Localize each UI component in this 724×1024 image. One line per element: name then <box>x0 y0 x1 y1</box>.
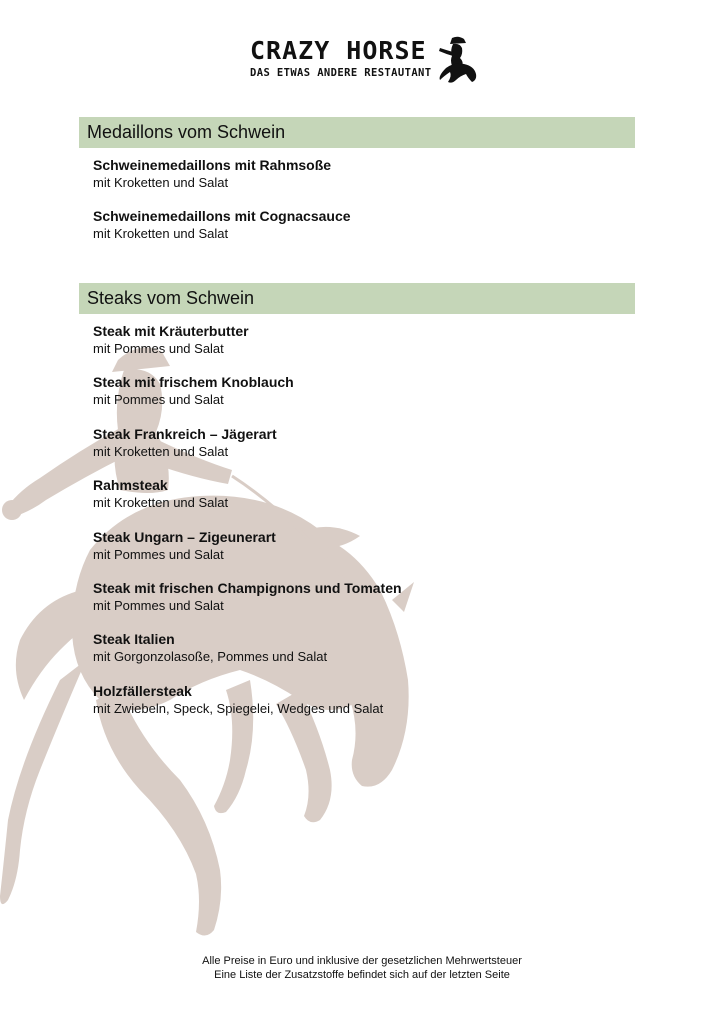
menu-item <box>93 374 635 408</box>
menu-item-name: Steak Ungarn – Zigeunerart <box>93 528 276 545</box>
menu-item-description: mit Pommes und Salat <box>93 341 224 356</box>
menu-item-description: mit Kroketten und Salat <box>93 226 229 242</box>
menu-item-description: mit Pommes und Salat <box>93 546 224 562</box>
menu-item-name: Schweinemedaillons mit Rahmsoße <box>93 157 332 173</box>
menu-item <box>93 631 635 665</box>
menu-item <box>93 157 635 191</box>
menu-item-description: mit Pommes und Salat <box>93 597 224 613</box>
menu-item-description: mit Kroketten und Salat <box>93 495 229 511</box>
menu-item <box>93 683 635 717</box>
menu-item-name: Steak mit frischen Champignons und Tomaten <box>93 579 402 596</box>
section-header: Medaillons vom Schwein <box>79 117 635 148</box>
menu-item-name: Steak Italien <box>93 631 175 648</box>
menu-item-name: Rahmsteak <box>93 477 168 494</box>
menu-item-name: Steak mit frischem Knoblauch <box>93 374 294 391</box>
menu-item <box>93 477 635 511</box>
logo-title: CRAZY HORSE <box>250 36 427 65</box>
footer-line-additives: Eine Liste der Zusatzstoffe befindet sich auf der letzten Seite <box>214 969 510 981</box>
menu-item <box>93 323 635 357</box>
menu-item <box>93 208 635 242</box>
menu-item <box>93 580 635 614</box>
menu-item-name: Steak Frankreich – Jägerart <box>93 425 277 442</box>
menu-item-description: mit Pommes und Salat <box>93 392 224 408</box>
footer-line-prices: Alle Preise in Euro und inklusive der gesetzlichen Mehrwertsteuer <box>202 955 522 967</box>
menu-item <box>93 529 635 563</box>
logo-subtitle: DAS ETWAS ANDERE RESTAUTANT <box>250 67 432 79</box>
menu-section-medaillons <box>79 117 635 260</box>
section-header: Steaks vom Schwein <box>79 283 635 314</box>
menu-item-description: mit Kroketten und Salat <box>93 175 229 190</box>
horse-rider-icon <box>438 36 478 84</box>
menu-item-name: Steak mit Kräuterbutter <box>93 323 249 339</box>
menu-item-description: mit Kroketten und Salat <box>93 443 229 459</box>
restaurant-logo <box>248 36 480 86</box>
menu-item-description: mit Zwiebeln, Speck, Spiegelei, Wedges und Salat <box>93 700 384 716</box>
menu-item-description: mit Gorgonzolasoße, Pommes und Salat <box>93 649 328 665</box>
menu-item-name: Holzfällersteak <box>93 682 192 699</box>
menu-item-list <box>79 148 635 242</box>
menu-item-name: Schweinemedaillons mit Cognacsauce <box>93 208 351 225</box>
footer-note <box>0 954 724 982</box>
menu-item-list <box>79 314 635 717</box>
menu-section-steaks <box>79 283 635 734</box>
menu-item <box>93 426 635 460</box>
